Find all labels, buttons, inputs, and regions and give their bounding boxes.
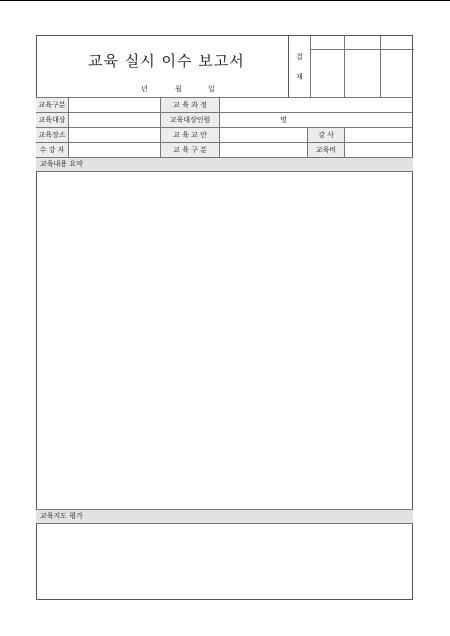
date-day-label: 일 [208, 85, 215, 93]
row-label: 교육비 [308, 143, 344, 158]
approval-box [288, 35, 413, 97]
row-label: 교 육 구 분 [161, 143, 219, 158]
row-label: 교육구분 [36, 98, 68, 113]
summary-section-header: 교육내용 요약 [36, 157, 413, 172]
evaluation-content-area[interactable] [37, 524, 412, 599]
row-label: 교 육 교 안 [161, 128, 219, 143]
table-row [36, 142, 413, 157]
approval-label-top: 결 [296, 53, 303, 61]
row-label: 강 사 [308, 128, 344, 143]
approval-label-bottom: 재 [296, 73, 303, 81]
row-label: 교육장소 [36, 128, 68, 143]
approval-signature-cell[interactable] [345, 35, 381, 97]
unit-label: 명 [280, 116, 287, 124]
row-value[interactable] [69, 128, 160, 143]
evaluation-section-header: 교육지도 평가 [36, 509, 413, 524]
row-label: 수 강 자 [36, 143, 68, 158]
date-year-label: 년 [141, 85, 148, 93]
row-value[interactable] [345, 143, 413, 158]
table-row [36, 127, 413, 142]
row-label: 교육대상인원 [161, 113, 219, 128]
row-value[interactable] [220, 98, 413, 113]
top-rule [0, 0, 450, 1]
document-title: 교육 실시 이수 보고서 [88, 52, 245, 70]
approval-header [289, 35, 311, 97]
approval-divider [311, 49, 414, 50]
row-label: 교 육 과 정 [161, 98, 219, 113]
row-value[interactable] [69, 113, 160, 128]
table-row [36, 112, 413, 127]
summary-content-area[interactable] [37, 172, 412, 509]
date-month-label: 월 [175, 85, 182, 93]
row-label: 교육대상 [36, 113, 68, 128]
approval-signature-cell[interactable] [381, 35, 414, 97]
table-row [36, 97, 413, 112]
approval-signature-cell[interactable] [311, 35, 345, 97]
row-value[interactable] [220, 143, 307, 158]
row-value[interactable] [69, 143, 160, 158]
row-value[interactable] [220, 113, 413, 128]
row-value[interactable] [220, 128, 307, 143]
row-value[interactable] [69, 98, 160, 113]
row-value[interactable] [345, 128, 413, 143]
